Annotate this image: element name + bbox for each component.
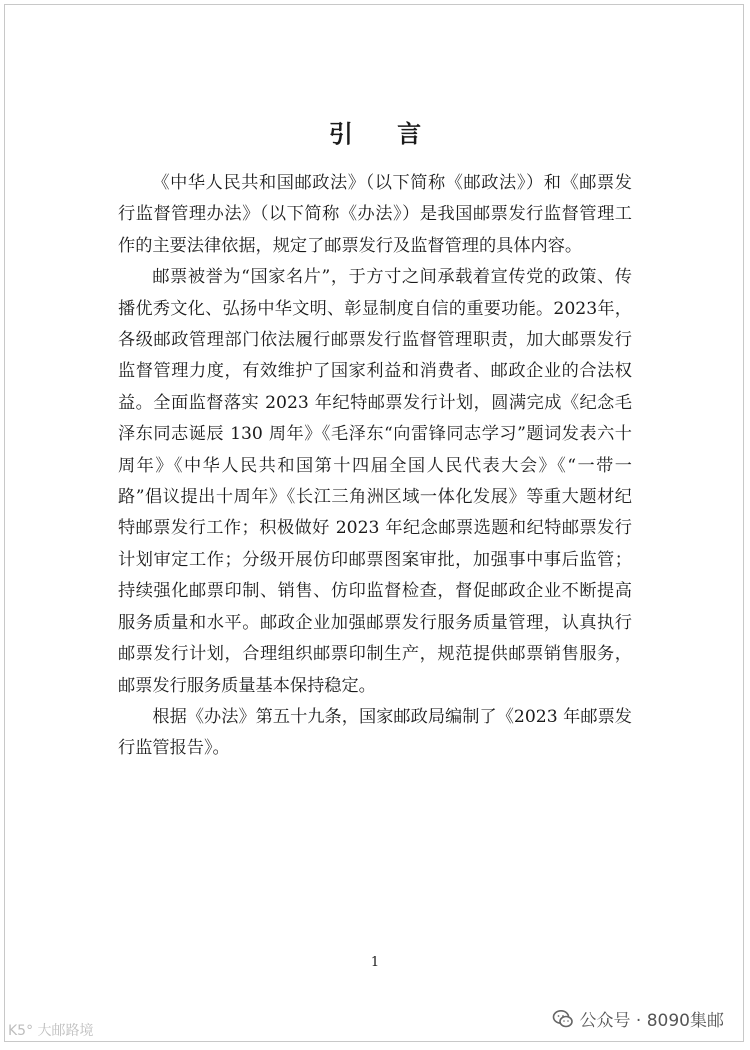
page-number: 1 [370,955,380,970]
watermark-left [8,1020,94,1040]
page-title: 引 言 [328,119,440,148]
paragraph-1: 《中华人民共和国邮政法》（以下简称《邮政法》）和《邮票发行监督管理办法》（以下简称《办法》）是我国邮票发行监督管理工作的主要法律依据，规定了邮票发行及监督管理的具体内容。 [118,173,632,256]
paragraph-3: 根据《办法》第五十九条，国家邮政局编制了《2023 年邮票发行监管报告》。 [118,706,632,759]
watermark-right-text: 公众号 · 8090集邮 [579,1011,724,1031]
watermark-left-text: K5° 大邮路境 [8,1023,94,1039]
paragraph-2: 邮票被誉为“国家名片”，于方寸之间承载着宣传党的政策、传播优秀文化、弘扬中华文明、彰显制度自信的重要功能。2023年，各级邮政管理部门依法履行邮票发行监督管理职责，加大邮票发行监督管理力度，有效维护了国家利益和消费者、邮政企业的合法权益。全面监督落实 2023 年纪特邮票发行计划，圆满完成《纪念毛泽东同志诞辰 130 周年》《毛泽东“向雷锋同志学习”题词发表六十周年》《中华人民共和国第十四届全国人民代表大会》《“一带一路”倡议提出十周年》《长江三角洲区域一体化发展》等重大题材纪特邮票发行工作；积极做好 2023 年纪念邮票选题和纪特邮票发行计划审定工作；分级开展仿印邮票图案审批，加强事中事后监管；持续强化邮票印制、销售、仿印监督检查，督促邮政企业不断提高服务质量和水平。邮政企业加强邮票发行服务质量管理，认真执行邮票发行计划，合理组织邮票印制生产，规范提供邮票销售服务，邮票发行服务质量基本保持稳定。 [118,267,632,696]
wechat-icon [552,1008,574,1030]
watermark-right [552,1006,724,1031]
document-body [118,168,632,765]
